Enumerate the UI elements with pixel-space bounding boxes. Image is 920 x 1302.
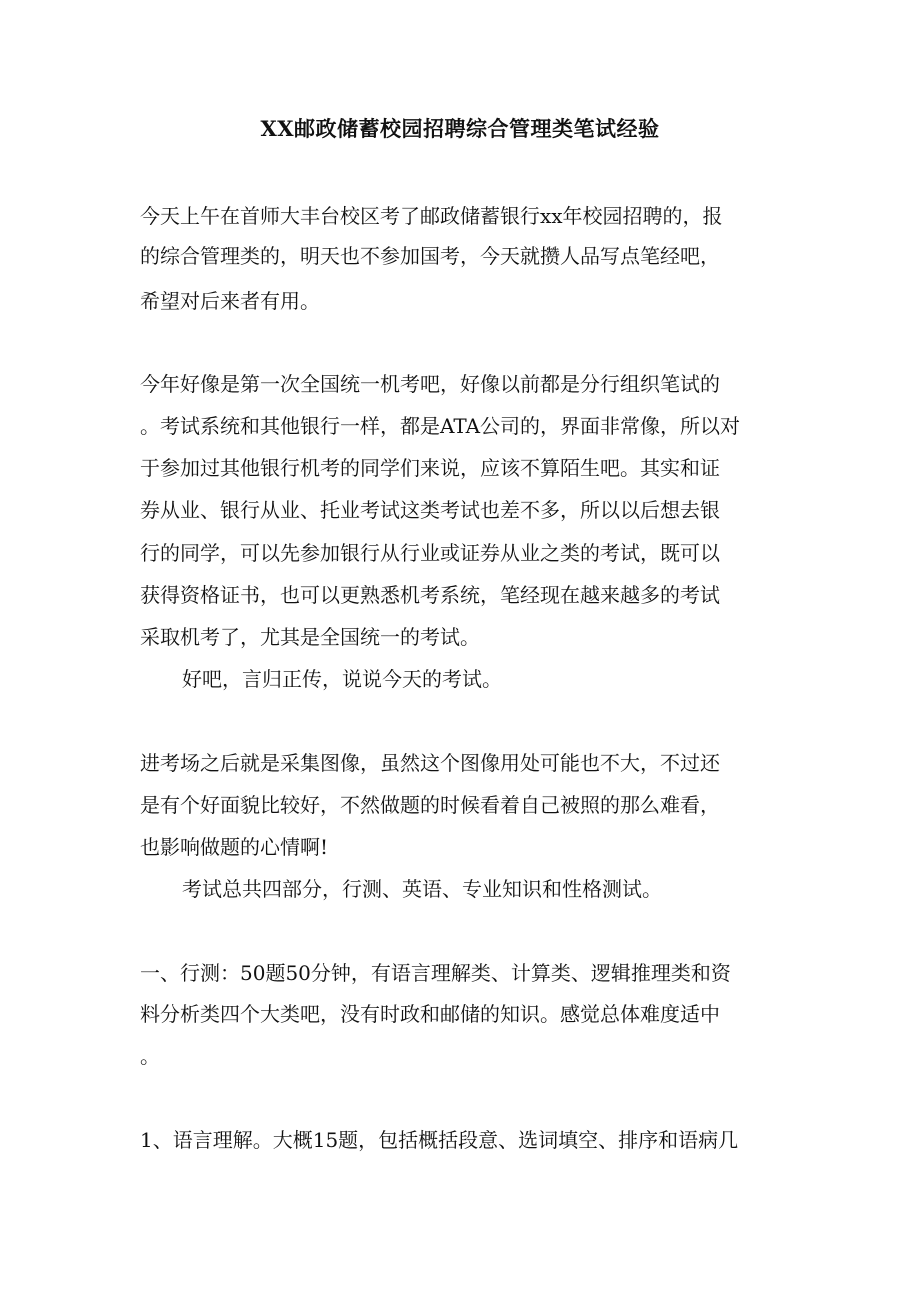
paragraph-line: 进考场之后就是采集图像，虽然这个图像用处可能也不大，不过还 (140, 751, 720, 775)
paragraph-line: 一、行测：50题50分钟，有语言理解类、计算类、逻辑推理类和资 (140, 961, 731, 985)
paragraph-line: 行的同学，可以先参加银行从行业或证券从业之类的考试，既可以 (140, 541, 720, 565)
paragraph-line: 。 (140, 1044, 160, 1068)
paragraph-line: 的综合管理类的，明天也不参加国考，今天就攒人品写点笔经吧， (140, 244, 720, 268)
paragraph-line: 是有个好面貌比较好，不然做题的时候看着自己被照的那么难看， (140, 793, 720, 817)
paragraph-line: 采取机考了，尤其是全国统一的考试。 (140, 625, 480, 649)
paragraph-line: 料分析类四个大类吧，没有时政和邮储的知识。感觉总体难度适中 (140, 1002, 720, 1026)
paragraph-line: 1、语言理解。大概15题，包括概括段意、选词填空、排序和语病几 (140, 1128, 739, 1152)
paragraph-line: 好吧，言归正传，说说今天的考试。 (182, 667, 502, 691)
paragraph-line: 也影响做题的心情啊! (140, 835, 329, 859)
paragraph-line: 希望对后来者有用。 (140, 289, 320, 313)
paragraph-line: 今天上午在首师大丰台校区考了邮政储蓄银行xx年校园招聘的，报 (140, 204, 723, 228)
paragraph-line: 获得资格证书，也可以更熟悉机考系统，笔经现在越来越多的考试 (140, 583, 720, 607)
paragraph-line: 券从业、银行从业、托业考试这类考试也差不多，所以以后想去银 (140, 498, 720, 522)
paragraph-line: 。考试系统和其他银行一样，都是ATA公司的，界面非常像，所以对 (140, 414, 741, 438)
paragraph-line: 于参加过其他银行机考的同学们来说，应该不算陌生吧。其实和证 (140, 456, 720, 480)
document-title: XX邮政储蓄校园招聘综合管理类笔试经验 (260, 116, 660, 141)
paragraph-line: 今年好像是第一次全国统一机考吧，好像以前都是分行组织笔试的 (140, 372, 720, 396)
paragraph-line: 考试总共四部分，行测、英语、专业知识和性格测试。 (182, 877, 662, 901)
